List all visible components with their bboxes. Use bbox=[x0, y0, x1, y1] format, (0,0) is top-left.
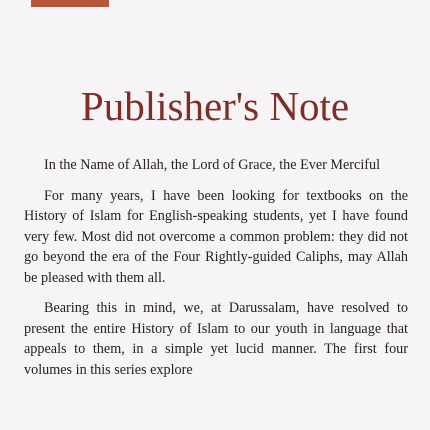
body-text bbox=[24, 155, 408, 390]
page-title: Publisher's Note bbox=[80, 83, 350, 129]
decorative-top-bar bbox=[31, 0, 109, 7]
paragraph-basmala: In the Name of Allah, the Lord of Grace, the Ever Merciful bbox=[44, 157, 381, 173]
paragraph-textbooks: For many years, I have been looking for textbooks on the History of Islam for English-speaking students, yet I have found very few. Most did not overcome a common problem: they did not go beyond the era of the Four Rightly-guided Caliphs, may Allah be pleased with them all. bbox=[24, 187, 408, 286]
paragraph-darussalam: Bearing this in mind, we, at Darussalam, have resolved to present the entire History of Islam to our youth in language that appeals to them, in a simple yet lucid manner. The first four volumes in this series explore bbox=[24, 300, 408, 378]
